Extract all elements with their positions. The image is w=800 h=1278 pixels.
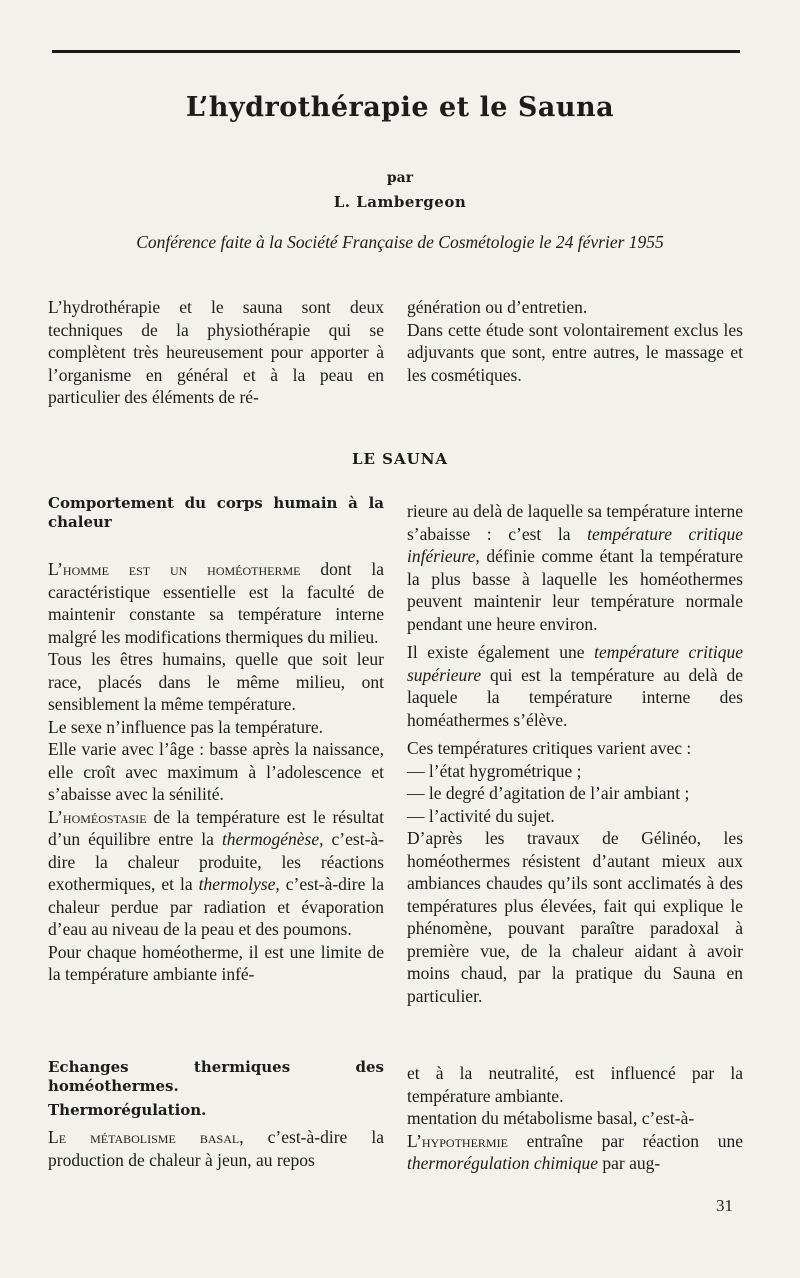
lead-metabolisme: Le métabolisme basal,	[48, 1127, 244, 1147]
intro-right-text-1: génération ou d’entretien.	[407, 297, 588, 317]
page-number: 31	[716, 1196, 733, 1215]
list-item-hygrometrique: — l’état hygrométrique ;	[407, 760, 582, 781]
text-critique-a: rieure au delà de laquelle sa température interne s’abaisse : c’est la	[407, 501, 743, 544]
term-critique-superieure: température critique supérieure	[407, 642, 743, 685]
text-superieure-a: Il existe également une	[407, 642, 595, 662]
text-homeostasie-a: de la température est le résultat d’un équilibre entre la	[48, 806, 384, 849]
lead-homeostasie: L’homéostasie	[48, 806, 147, 827]
text-hypothermie-a: entraîne par réaction une	[507, 1130, 743, 1151]
text-hypothermie-b: par aug-	[598, 1153, 661, 1173]
text-critique-b: définie comme étant la température la plus basse à laquelle les homéothermes peuvent maintenir leur température normale pendant une heure environ.	[407, 546, 743, 634]
intro-right	[407, 296, 743, 386]
lead-hypothermie: L’hypothermie	[407, 1130, 508, 1151]
paragraph-neutralite: et à la neutralité, est influencé par la température ambiante.	[407, 1063, 743, 1106]
left-column-section2	[48, 1058, 384, 1171]
text-homeostasie-c: c’est-à-dire la chaleur perdue par radiation et évaporation d’eau au niveau de la peau et des poumons.	[48, 874, 384, 939]
subheading-echanges: Echanges thermiques des homéothermes.	[48, 1058, 384, 1095]
paragraph-gelineo: D’après les travaux de Gélinéo, les homéothermes résistent d’autant mieux aux ambiances chaudes qu’ils sont acclimatés à des températures plus élevées, fait qui explique le phénomène, pouvant paraître paradoxal à première vue, de la chaleur aidant à avoir moins chaud, par la pratique du Sauna en particulier.	[407, 828, 743, 1006]
conference-line: Conférence faite à la Société Française de Cosmétologie le 24 février 1955	[136, 232, 664, 252]
paragraph-races: Tous les êtres humains, quelle que soit leur race, placés dans le même milieu, ont sensiblement la même température.	[48, 649, 384, 714]
paragraph-varient: Ces températures critiques varient avec :	[407, 738, 692, 758]
right-column-bottom	[407, 1062, 743, 1175]
paragraph-sexe: Le sexe n’influence pas la température.	[48, 716, 324, 737]
paragraph-hypothermie	[407, 1130, 743, 1175]
text-homeotherme: dont la caractéristique essentielle est la faculté de maintenir constante sa température interne malgré les modifications thermiques du milieu.	[48, 559, 384, 647]
term-thermolyse: thermolyse,	[198, 874, 280, 894]
left-column-section1	[48, 494, 384, 986]
term-thermoregulation-chimique: thermorégulation chimique	[407, 1153, 599, 1173]
paragraph-age: Elle varie avec l’âge : basse après la naissance, elle croît avec maximum à l’adolescence et s’abaisse avec la sénilité.	[48, 739, 384, 804]
paragraph-critique-inferieure	[407, 500, 743, 635]
top-rule	[52, 50, 740, 53]
paragraph-metabolisme	[48, 1126, 384, 1171]
term-critique-inferieure: température critique inférieure,	[407, 523, 743, 566]
term-thermogenese: thermogénèse,	[221, 829, 324, 849]
article-title: L’hydrothérapie et le Sauna	[185, 92, 615, 123]
section-heading-sauna: LE SAUNA	[351, 450, 449, 468]
byline-par: par	[386, 170, 414, 186]
paragraph-limite: Pour chaque homéotherme, il est une limite de la température ambiante infé-	[48, 941, 384, 984]
intro-left-text: L’hydrothérapie et le sauna sont deux techniques de la physiothérapie qui se complètent très heureusement pour apporter à l’organisme en général et à la peau en particulier des éléments de ré-	[48, 297, 384, 407]
intro-left	[48, 296, 384, 409]
author-name: L. Lambergeon	[333, 193, 467, 211]
paragraph-homeotherme	[48, 558, 384, 648]
text-metabolisme: c’est-à-dire la production de chaleur à jeun, au repos	[48, 1127, 384, 1170]
text-homeostasie-b: c’est-à-dire la chaleur produite, les réactions exothermiques, et la	[48, 829, 384, 894]
subheading-comportement: Comportement du corps humain à la chaleur	[48, 494, 384, 531]
right-column	[407, 500, 743, 1007]
text-superieure-b: qui est la température au delà de laquele la température interne des homéathermes s’élève.	[407, 664, 743, 730]
lead-homeotherme: L’homme est un homéotherme	[48, 559, 301, 579]
paragraph-mentation: mentation du métabolisme basal, c’est-à-	[407, 1108, 695, 1128]
paragraph-critique-superieure	[407, 641, 743, 731]
paragraph-homeostasie	[48, 806, 384, 941]
subheading-thermoregulation: Thermorégulation.	[48, 1101, 207, 1119]
intro-right-text-2: Dans cette étude sont volontairement exclus les adjuvants que sont, entre autres, le massage et les cosmétiques.	[407, 319, 743, 385]
list-item-activite: — l’activité du sujet.	[407, 805, 555, 826]
list-item-agitation: — le degré d’agitation de l’air ambiant ;	[407, 783, 690, 803]
